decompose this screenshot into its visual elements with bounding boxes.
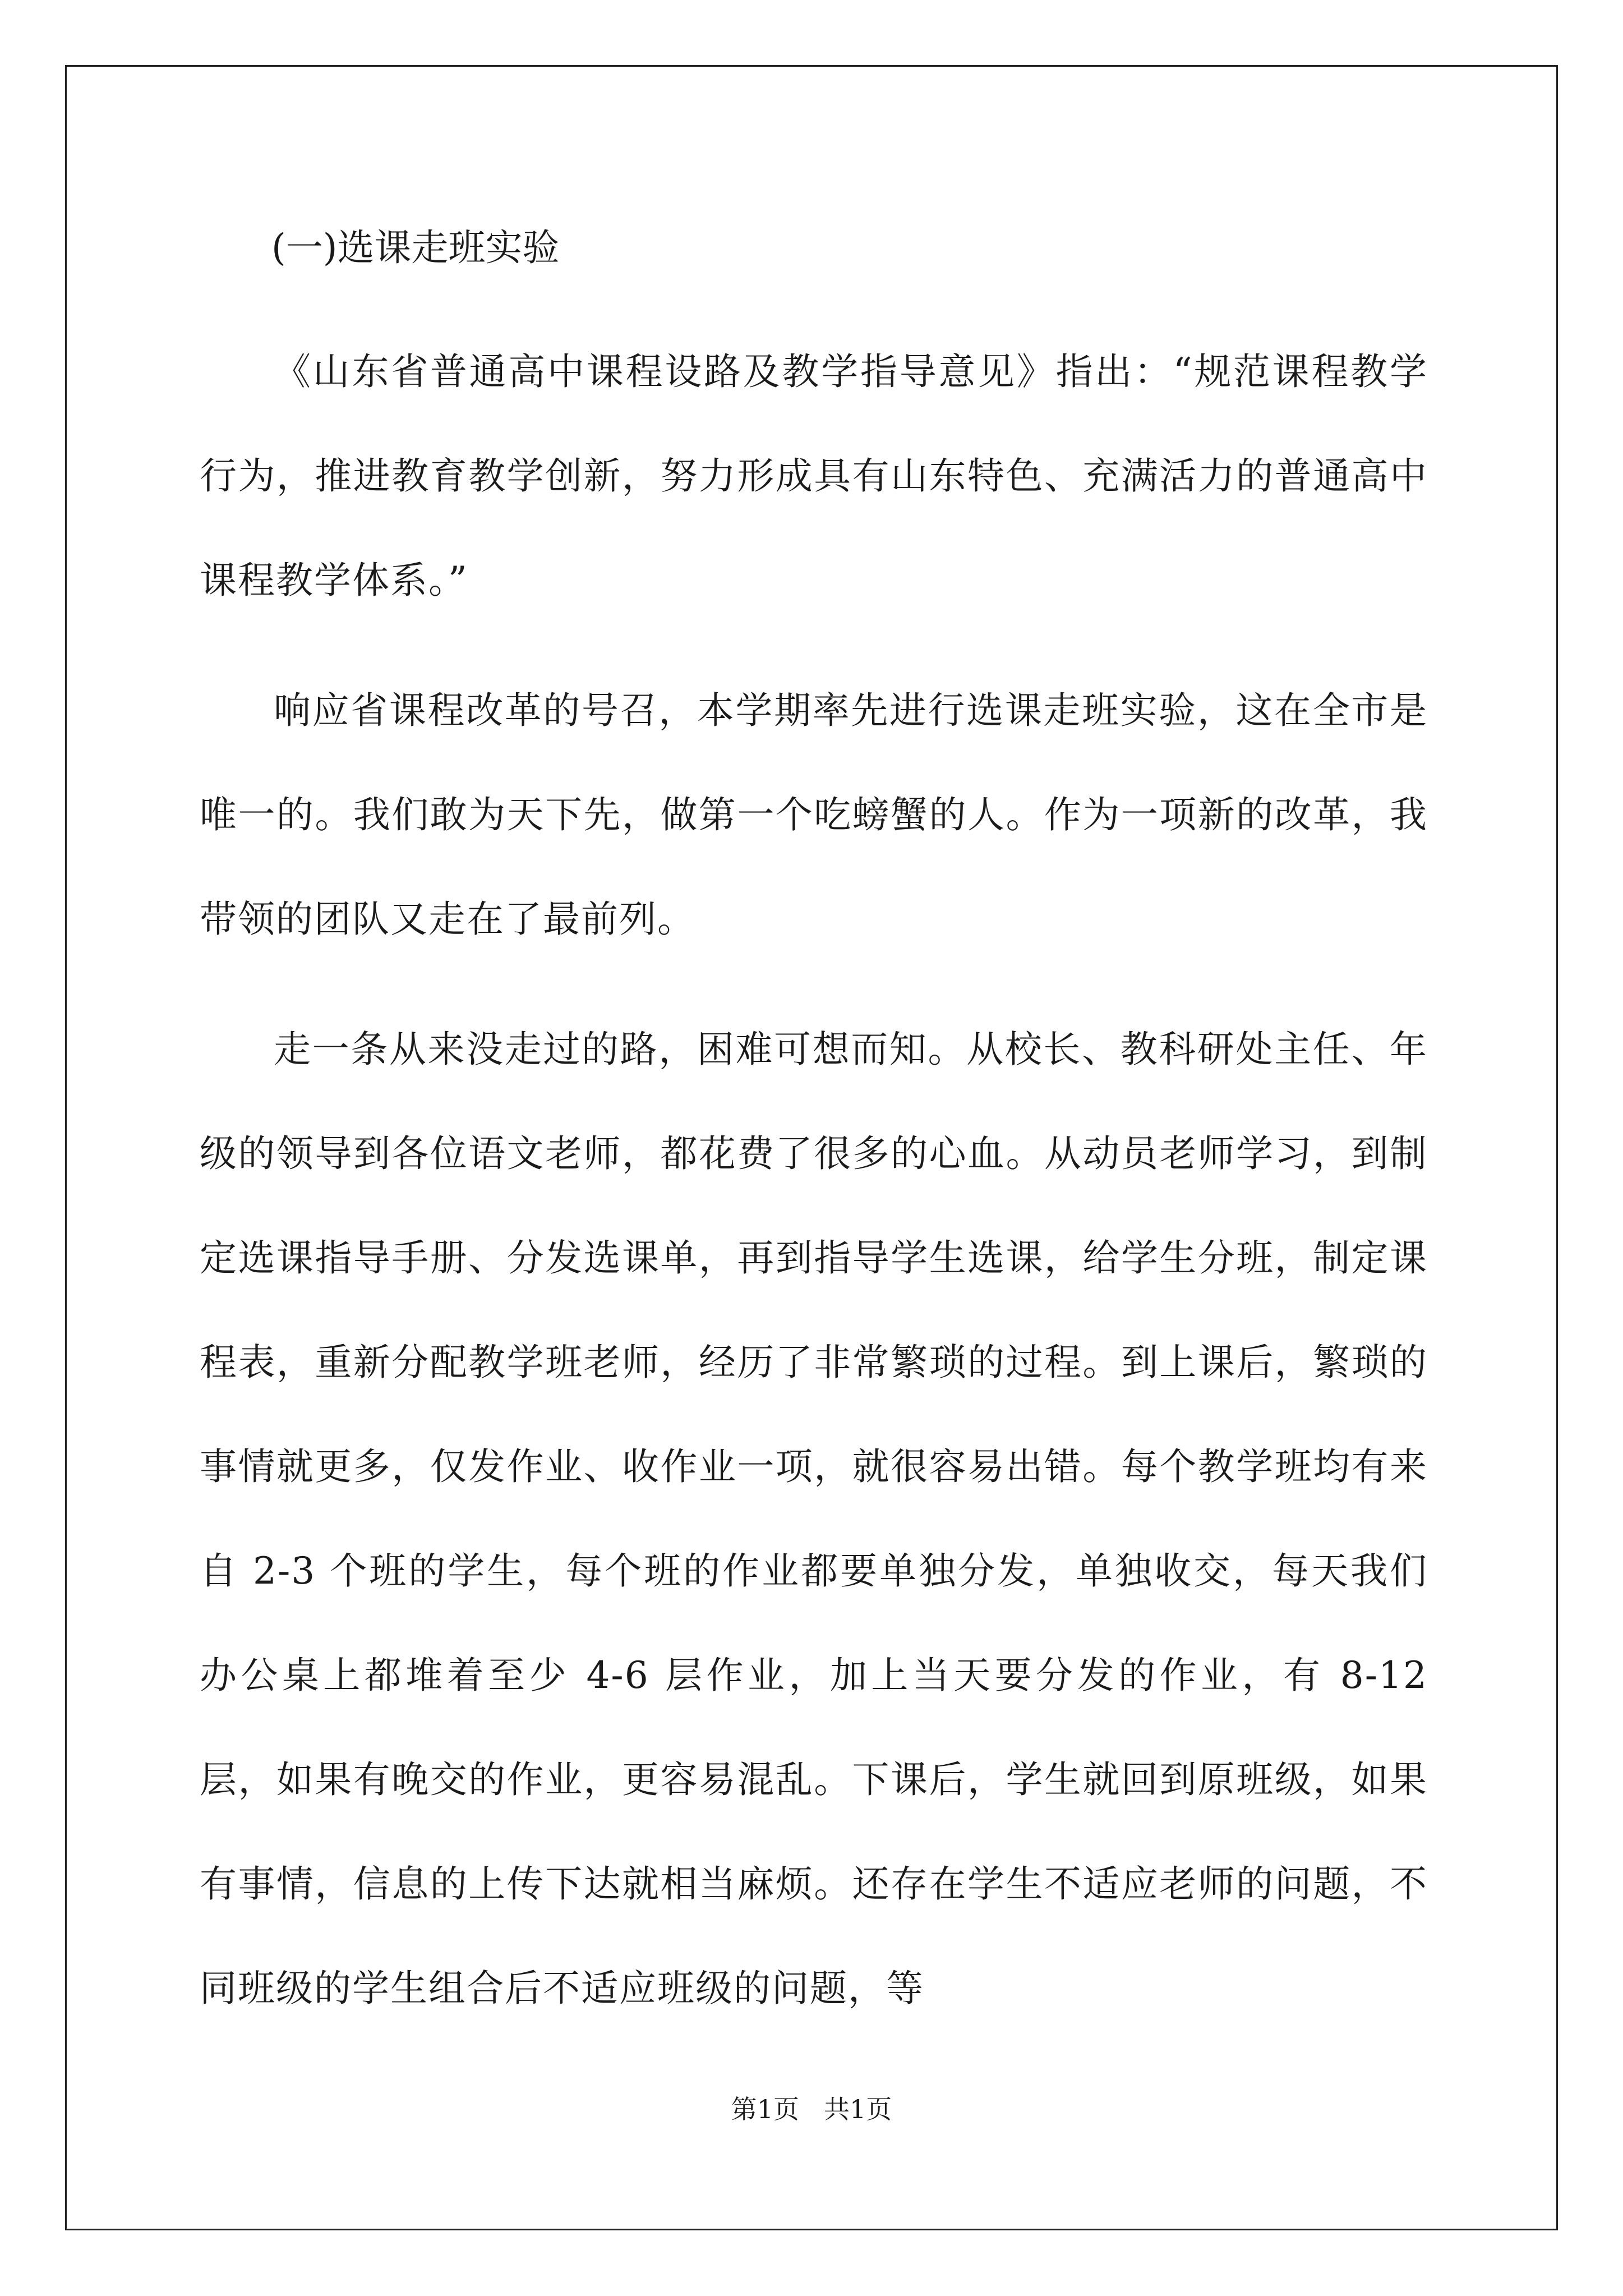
page-number: 第1页 (731, 2094, 800, 2124)
paragraph-difficulties: 走一条从来没走过的路，困难可想而知。从校长、教科研处主任、年级的领导到各位语文老师，都花费了很多的心血。从动员老师学习，到制定选课指导手册、分发选课单，再到指导学生选课，给学生分班，制定课程表，重新分配教学班老师，经历了非常繁琐的过程。到上课后，繁琐的事情就更多，仅发作业、收作业一项，就很容易出错。每个教学班均有来自 2-3 个班的学生，每个班的作业都要单独分发，单独收交，每天我们办公桌上都堆着至少 4-6 层作业，加上当天要分发的作业，有 8-12 层，如果有晚交的作业，更容易混乱。下课后，学生就回到原班级，如果有事情，信息的上传下达就相当麻烦。还存在学生不适应老师的问题，不同班级的学生组合后不适应班级的问题，等 (200, 1028, 1428, 2010)
paragraph-response: 响应省课程改革的号召，本学期率先进行选课走班实验，这在全市是唯一的。我们敢为天下先，做第一个吃螃蟹的人。作为一项新的改革，我带领的团队又走在了最前列。 (200, 689, 1428, 941)
section-heading: (一)选课走班实验 (271, 226, 560, 269)
paragraph-quote: 《山东省普通高中课程设路及教学指导意见》指出：“规范课程教学行为，推进教育教学创新，努力形成具有山东特色、充满活力的普通高中课程教学体系。” (200, 350, 1428, 602)
page-total: 共1页 (823, 2094, 892, 2124)
page-footer (0, 2092, 1623, 2126)
document-body (200, 320, 1428, 2067)
